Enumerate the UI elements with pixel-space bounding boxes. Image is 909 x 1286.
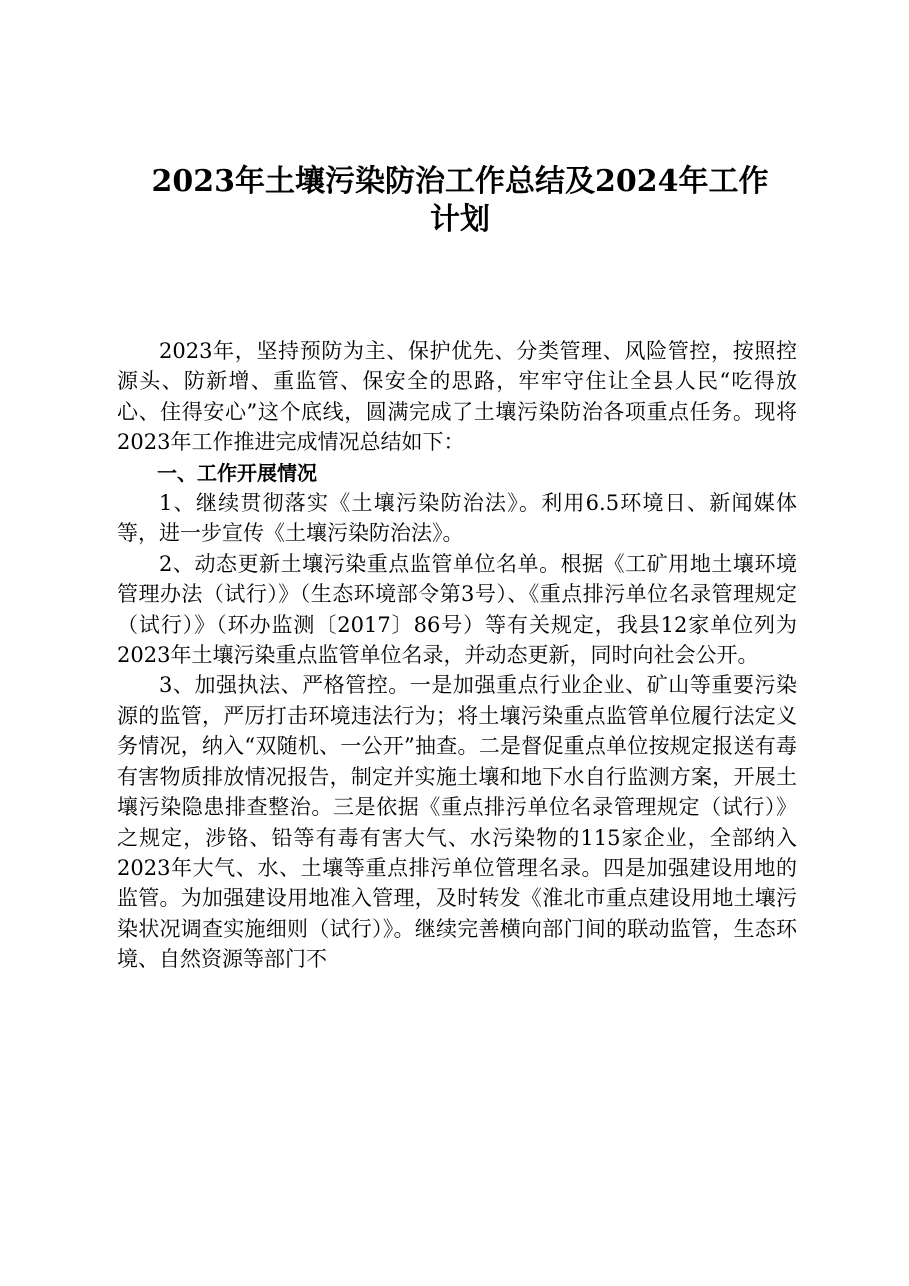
intro-paragraph: 2023年，坚持预防为主、保护优先、分类管理、风险管控，按照控源头、防新增、重监管、保安全的思路，牢牢守住让全县人民“吃得放心、住得安心”这个底线，圆满完成了土壤污染防治各项重点任务。现将2023年工作推进完成情况总结如下： xyxy=(117,339,797,455)
item-paragraph-3: 3、加强执法、严格管控。一是加强重点行业企业、矿山等重要污染源的监管，严厉打击环境违法行为；将土壤污染重点监管单位履行法定义务情况，纳入“双随机、一公开”抽查。二是督促重点单位按规定报送有毒有害物质排放情况报告，制定并实施土壤和地下水自行监测方案，开展土壤污染隐患排查整治。三是依据《重点排污单位名录管理规定（试行）》之规定，涉铬、铅等有毒有害大气、水污染物的115家企业，全部纳入2023年大气、水、土壤等重点排污单位管理名录。四是加强建设用地的监管。为加强建设用地准入管理，及时转发《淮北市重点建设用地土壤污染状况调查实施细则（试行）》。继续完善横向部门间的联动监管，生态环境、自然资源等部门不 xyxy=(117,673,797,972)
document-title-line1: 2023年土壤污染防治工作总结及2024年工作 xyxy=(151,164,769,199)
item-paragraph-1: 1、继续贯彻落实《土壤污染防治法》。利用6.5环境日、新闻媒体等，进一步宣传《土壤污染防治法》。 xyxy=(117,491,797,546)
section-heading-work-status: 一、工作开展情况 xyxy=(157,460,317,485)
item-paragraph-2: 2、动态更新土壤污染重点监管单位名单。根据《工矿用地土壤环境管理办法（试行）》（生态环境部令第3号）、《重点排污单位名录管理规定（试行）》（环办监测〔2017〕86号）等有关规定，我县12家单位列为2023年土壤污染重点监管单位名录，并动态更新，同时向社会公开。 xyxy=(117,551,797,668)
document-title-line2: 计划 xyxy=(430,202,490,237)
document-body xyxy=(117,336,797,975)
